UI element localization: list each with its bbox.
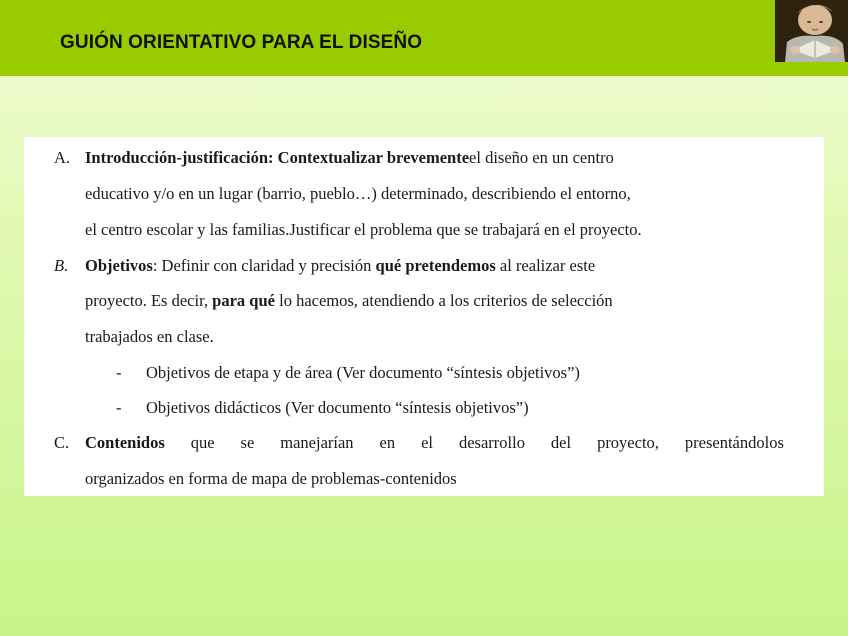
section-c-word: manejarían [280,433,354,452]
section-b-line-1-pre: : Definir con claridad y precisión [152,256,376,275]
section-a-bold-text: Contextualizar brevemente [277,148,470,167]
section-c-word: presentándolos [684,433,784,452]
bullet-item: Objetivos didácticos (Ver documento “síntesis objetivos”) [146,398,529,417]
section-b-line-2-pre: proyecto. Es decir, [85,291,213,310]
section-a-heading: Introducción-justificación: [85,148,274,167]
section-a-line-2: educativo y/o en un lugar (barrio, pueblo…) determinado, describiendo el entorno, [85,184,631,203]
section-a-line-1 [85,148,614,168]
section-c-word: desarrollo [458,433,525,452]
bullet-dash: - [116,363,122,382]
section-c-word: se [240,433,255,452]
section-b-marker-text: B. [54,256,69,275]
section-a-line-3: el centro escolar y las familias.Justificar el problema que se trabajará en el proyecto. [85,220,642,239]
section-b-line-1-bold: qué pretendemos [375,256,496,275]
section-c-word: Contenidos [85,433,165,452]
section-b-line-2 [85,291,613,311]
section-a-marker: A. [54,148,71,167]
section-c-marker: C. [54,433,70,452]
reading-child-photo [775,0,848,62]
page-title: GUIÓN ORIENTATIVO PARA EL DISEÑO [60,32,423,53]
section-b-line-1-post: al realizar este [495,256,596,275]
header-bar [0,0,848,76]
section-c-line-2: organizados en forma de mapa de problemas-contenidos [85,469,457,488]
section-c-word: proyecto, [597,433,659,452]
section-b-line-2-post: lo hacemos, atendiendo a los criterios de selección [274,291,613,310]
section-b-heading: Objetivos [85,256,153,275]
bullet-dash: - [116,398,122,417]
section-c-word: en [379,433,396,452]
section-c-word: el [421,433,433,452]
section-b-marker [54,256,68,276]
section-c-line-1 [85,433,784,453]
section-c-word: del [550,433,572,452]
section-b-line-1 [85,256,595,276]
section-b-line-2-bold: para qué [212,291,275,310]
section-a-line-1-rest: el diseño en un centro [469,148,614,167]
section-c-word: que [190,433,215,452]
section-b-line-3: trabajados en clase. [85,327,214,346]
bullet-item: Objetivos de etapa y de área (Ver documento “síntesis objetivos”) [146,363,580,382]
